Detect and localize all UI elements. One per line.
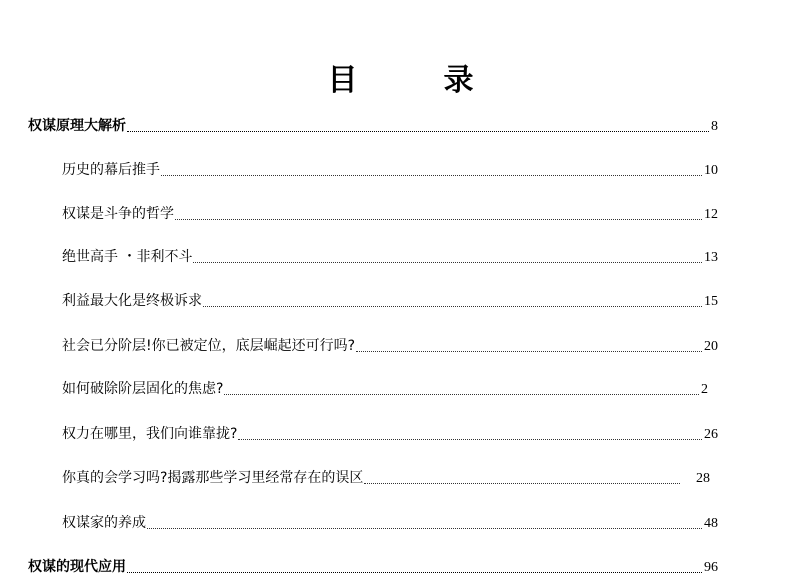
toc-entry-label: 历史的幕后推手 (62, 162, 160, 178)
dot-leader (127, 571, 702, 573)
toc-entry-section[interactable] (62, 160, 718, 180)
toc-entry-section[interactable] (62, 468, 710, 488)
toc-entry-section[interactable] (62, 513, 718, 533)
toc-page-number: 28 (696, 471, 710, 486)
toc-page-number: 12 (704, 207, 718, 222)
dot-leader (203, 305, 702, 307)
toc-entry-section[interactable] (62, 204, 718, 224)
toc-entry-label: 权谋原理大解析 (28, 118, 126, 134)
toc-page-number: 96 (704, 560, 718, 575)
toc-entry-label: 社会已分阶层!你已被定位，底层崛起还可行吗? (62, 338, 356, 354)
toc-entry-section[interactable] (62, 291, 718, 311)
toc-entry-label: 如何破除阶层固化的焦虑? (62, 381, 224, 397)
dot-leader (161, 174, 702, 176)
toc-page-number: 8 (711, 119, 718, 134)
dot-leader (147, 527, 702, 529)
toc-page-number: 2 (701, 382, 708, 397)
dot-leader (364, 482, 680, 484)
toc-page-number: 13 (704, 250, 718, 265)
dot-leader (175, 218, 702, 220)
toc-entry-label: 绝世高手 ・非利不斗 (62, 249, 193, 265)
toc-entry-label: 权力在哪里，我们向谁靠拢? (62, 426, 238, 442)
toc-entry-label: 你真的会学习吗?揭露那些学习里经常存在的误区 (62, 470, 364, 486)
toc-page-number: 15 (704, 294, 718, 309)
toc-entry-label: 权谋家的养成 (62, 515, 146, 531)
dot-leader (224, 393, 699, 395)
toc-entry-label: 权谋的现代应用 (28, 559, 126, 575)
toc-entry-chapter[interactable] (28, 557, 718, 577)
toc-entry-label: 利益最大化是终极诉求 (62, 293, 202, 309)
toc-page-number: 48 (704, 516, 718, 531)
dot-leader (193, 261, 702, 263)
toc-page-number: 20 (704, 339, 718, 354)
dot-leader (127, 130, 709, 132)
dot-leader (356, 350, 702, 352)
toc-entry-section[interactable] (62, 424, 718, 444)
toc-page-number: 10 (704, 163, 718, 178)
toc-entry-label: 权谋是斗争的哲学 (62, 206, 174, 222)
toc-entry-section[interactable] (62, 336, 718, 356)
toc-entry-section[interactable] (62, 379, 708, 399)
toc-page-number: 26 (704, 427, 718, 442)
toc-entry-section[interactable] (62, 247, 718, 267)
dot-leader (238, 438, 702, 440)
page-title: 目 录 (327, 63, 502, 98)
toc-entry-chapter[interactable] (28, 116, 718, 136)
